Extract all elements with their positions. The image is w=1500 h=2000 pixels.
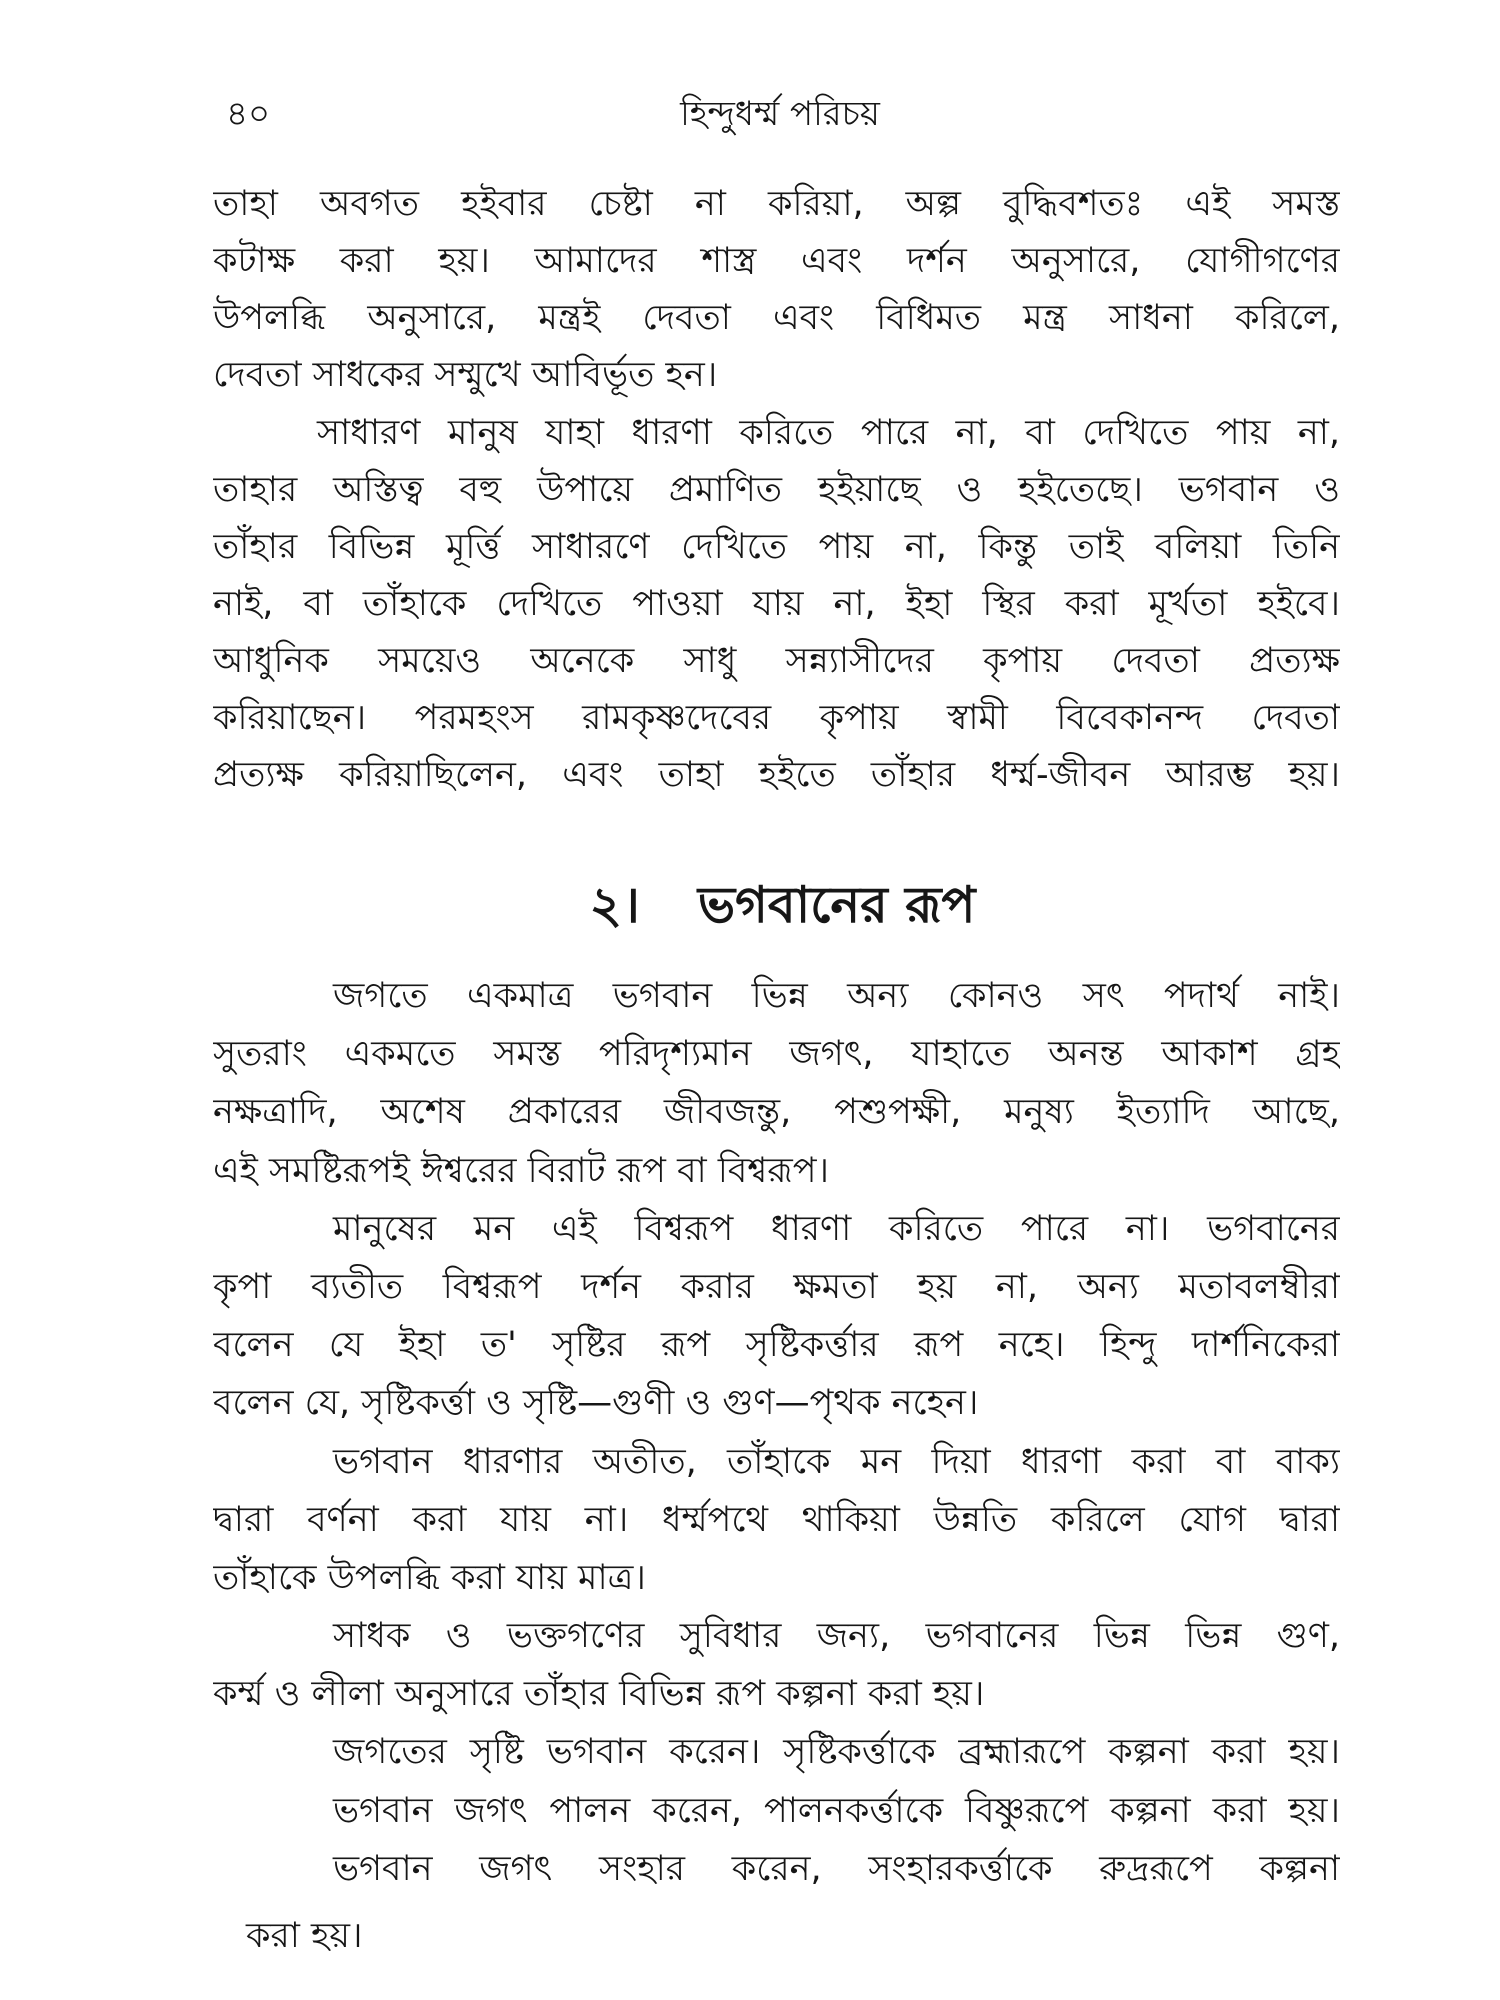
text-line: তাঁহার বিভিন্ন মূর্ত্তি সাধারণে দেখিতে পায় না, কিন্তু তাই বলিয়া তিনি	[213, 526, 1340, 567]
paragraph	[213, 1840, 1340, 1965]
text-line: কটাক্ষ করা হয়। আমাদের শাস্ত্র এবং দর্শন অনুসারে, যোগীগণের	[213, 241, 1340, 282]
section	[213, 967, 1340, 1965]
section-title: ভগবানের রূপ	[697, 876, 976, 934]
text-line: নক্ষত্রাদি, অশেষ প্রকারের জীবজন্তু, পশুপক্ষী, মনুষ্য ইত্যাদি আছে,	[213, 1092, 1340, 1133]
paragraph	[213, 1723, 1340, 1781]
section-heading	[219, 870, 1346, 940]
section	[213, 176, 1340, 805]
text-line: কর্ম্ম ও লীলা অনুসারে তাঁহার বিভিন্ন রূপ কল্পনা করা হয়।	[213, 1674, 985, 1715]
paragraph	[213, 967, 1340, 1200]
text-line: ভগবান ধারণার অতীত, তাঁহাকে মন দিয়া ধারণা করা বা বাক্য	[333, 1441, 1340, 1482]
text-line: জগতে একমাত্র ভগবান ভিন্ন অন্য কোনও সৎ পদার্থ নাই।	[333, 976, 1340, 1016]
text-line: উপলব্ধি অনুসারে, মন্ত্রই দেবতা এবং বিধিমত মন্ত্র সাধনা করিলে,	[213, 298, 1340, 339]
text-line: দ্বারা বর্ণনা করা যায় না। ধর্ম্মপথে থাকিয়া উন্নতি করিলে যোগ দ্বারা	[213, 1499, 1340, 1540]
text-line: বলেন যে, সৃষ্টিকর্ত্তা ও সৃষ্টি—গুণী ও গুণ—পৃথক নহেন।	[213, 1383, 979, 1424]
text-line: ভগবান জগৎ পালন করেন, পালনকর্ত্তাকে বিষ্ণুরূপে কল্পনা করা হয়।	[333, 1790, 1340, 1831]
text-line: করিয়াছেন। পরমহংস রামকৃষ্ণদেবের কৃপায় স্বামী বিবেকানন্দ দেবতা	[213, 698, 1340, 739]
text-line: তাহার অস্তিত্ব বহু উপায়ে প্রমাণিত হইয়াছে ও হইতেছে। ভগবান ও	[213, 469, 1340, 510]
text-line: নাই, বা তাঁহাকে দেখিতে পাওয়া যায় না, ইহা স্থির করা মূর্খতা হইবে।	[213, 583, 1340, 624]
text-line: দেবতা সাধকের সম্মুখে আবির্ভূত হন।	[213, 355, 718, 396]
paragraph	[213, 1607, 1340, 1723]
text-line: ভগবান জগৎ সংহার করেন, সংহারকর্ত্তাকে রুদ্ররূপে কল্পনা	[333, 1848, 1340, 1889]
text-line: আধুনিক সময়েও অনেকে সাধু সন্ন্যাসীদের কৃপায় দেবতা প্রত্যক্ষ	[213, 641, 1340, 682]
book-title: হিন্দুধর্ম্ম পরিচয়	[680, 94, 880, 134]
text-line: করা হয়।	[246, 1916, 363, 1956]
text-line: কৃপা ব্যতীত বিশ্বরূপ দর্শন করার ক্ষমতা হয় না, অন্য মতাবলম্বীরা	[213, 1266, 1340, 1307]
text-line: বলেন যে ইহা ত' সৃষ্টির রূপ সৃষ্টিকর্ত্তার রূপ নহে। হিন্দু দার্শনিকেরা	[213, 1325, 1340, 1366]
paragraph	[213, 405, 1340, 805]
text-line: জগতের সৃষ্টি ভগবান করেন। সৃষ্টিকর্ত্তাকে ব্রহ্মারূপে কল্পনা করা হয়।	[333, 1732, 1340, 1773]
text-line: তাহা অবগত হইবার চেষ্টা না করিয়া, অল্প বুদ্ধিবশতঃ এই সমস্ত	[213, 184, 1340, 224]
paragraph	[213, 176, 1340, 405]
paragraph	[213, 1433, 1340, 1608]
text-line: মানুষের মন এই বিশ্বরূপ ধারণা করিতে পারে না। ভগবানের	[333, 1208, 1340, 1249]
text-line: সাধারণ মানুষ যাহা ধারণা করিতে পারে না, বা দেখিতে পায় না,	[317, 412, 1340, 453]
section-number: ২।	[589, 876, 640, 934]
text-line: তাঁহাকে উপলব্ধি করা যায় মাত্র।	[213, 1557, 646, 1598]
text-line: সাধক ও ভক্তগণের সুবিধার জন্য, ভগবানের ভিন্ন ভিন্ন গুণ,	[333, 1616, 1340, 1657]
text-line: এই সমষ্টিরূপই ঈশ্বরের বিরাট রূপ বা বিশ্বরূপ।	[213, 1150, 830, 1191]
text-line: সুতরাং একমতে সমস্ত পরিদৃশ্যমান জগৎ, যাহাতে অনন্ত আকাশ গ্রহ	[213, 1034, 1340, 1075]
text-line: প্রত্যক্ষ করিয়াছিলেন, এবং তাহা হইতে তাঁহার ধর্ম্ম-জীবন আরম্ভ হয়।	[213, 755, 1340, 796]
paragraph	[213, 1200, 1340, 1433]
page-number: ৪০	[226, 94, 271, 134]
paragraph	[213, 1782, 1340, 1840]
